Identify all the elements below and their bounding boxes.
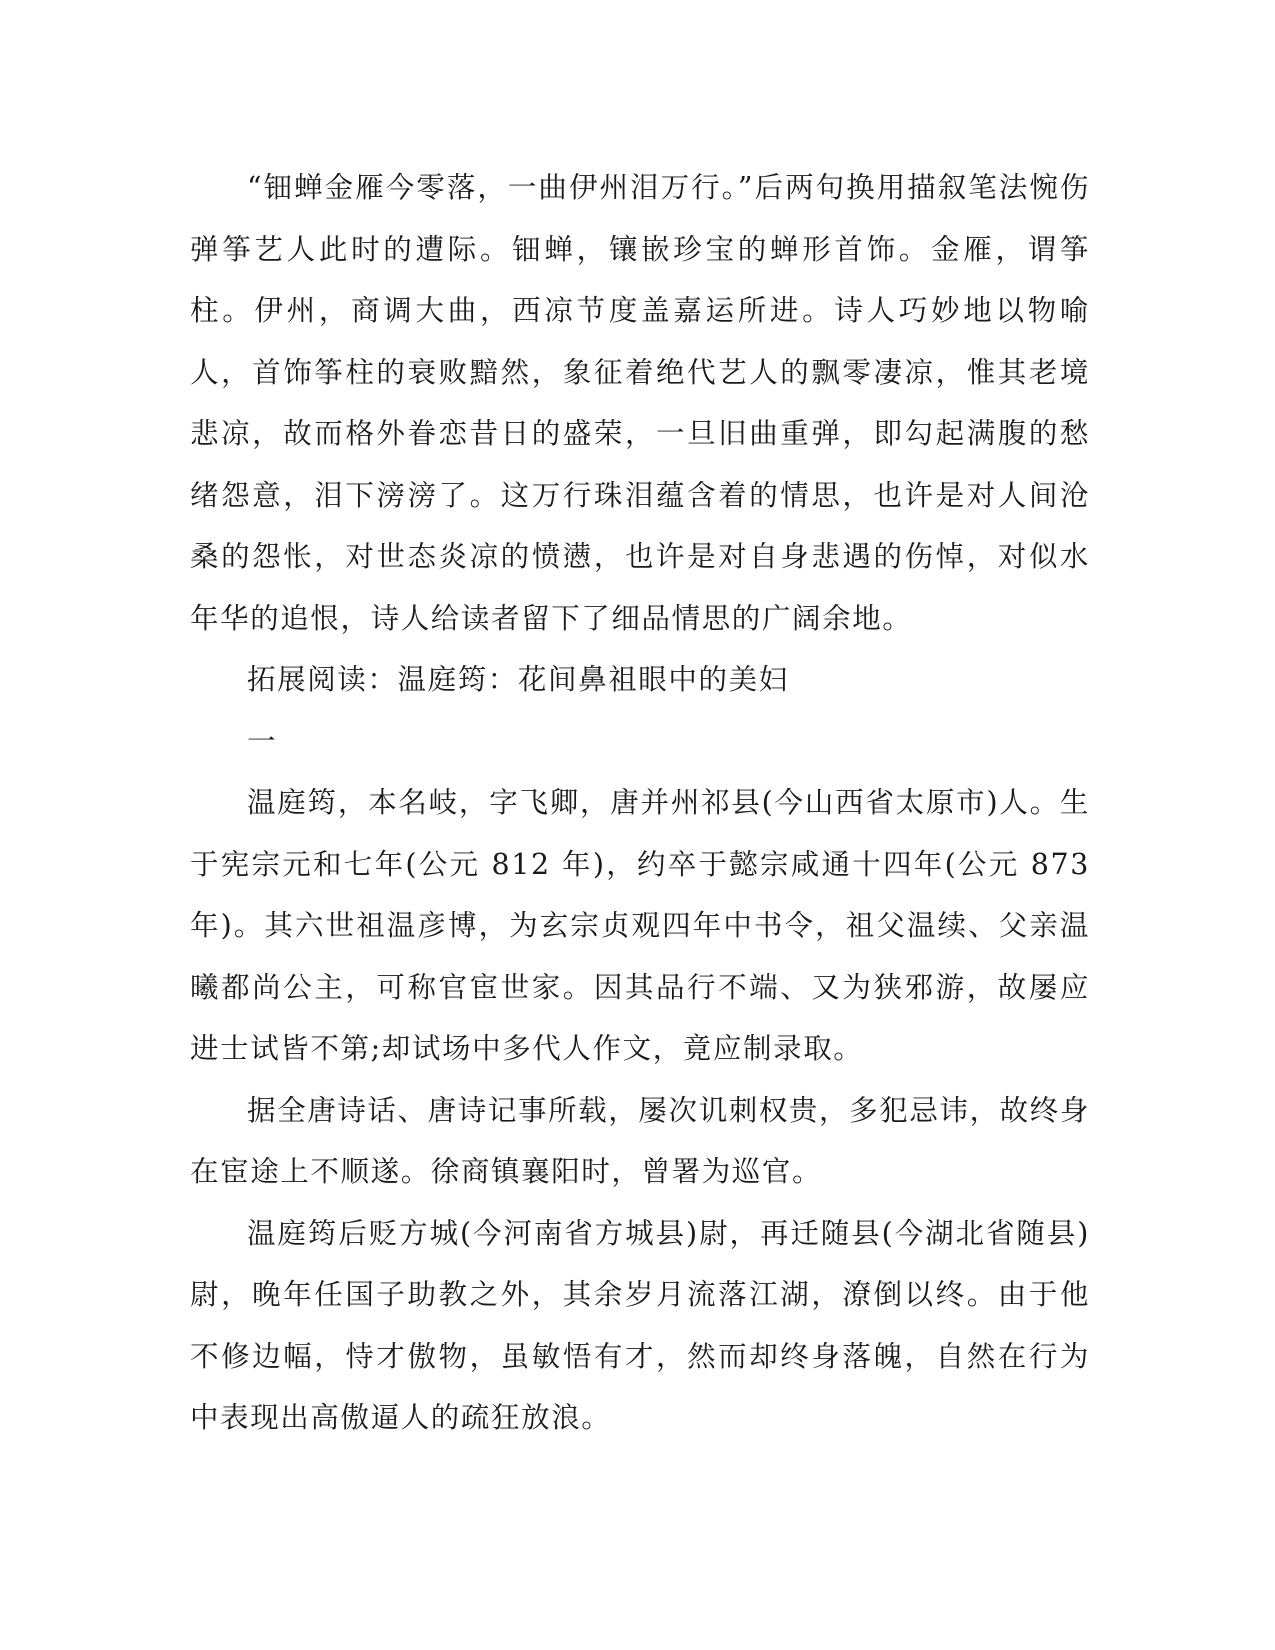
paragraph-biography: 温庭筠，本名岐，字飞卿，唐并州祁县(今山西省太原市)人。生于宪宗元和七年(公元 812 年)，约卒于懿宗咸通十四年(公元 873 年)。其六世祖温彦博，为玄宗贞观四年中书令，祖父温续、父亲温曦都尚公主，可称官宦世家。因其品行不端、又为狭邪游，故屡应进士试皆不第;却试场中多代人作文，竟应制录取。 [190,786,1090,1065]
paragraph-poem-commentary: “钿蝉金雁今零落，一曲伊州泪万行。”后两句换用描叙笔法惋伤弹筝艺人此时的遭际。钿蝉，镶嵌珍宝的蝉形首饰。金雁，谓筝柱。伊州，商调大曲，西凉节度盖嘉运所进。诗人巧妙地以物喻人，首饰筝柱的衰败黯然，象征着绝代艺人的飘零凄凉，惟其老境悲凉，故而格外眷恋昔日的盛荣，一旦旧曲重弹，即勾起满腹的愁绪怨意，泪下滂滂了。这万行珠泪蕴含着的情思，也许是对人间沧桑的怨怅，对世态炎凉的愤懑，也许是对自身悲遇的伤悼，对似水年华的追恨，诗人给读者留下了细品情思的广阔余地。 [190,171,1090,635]
paragraph-later-life: 温庭筠后贬方城(今河南省方城县)尉，再迁随县(今湖北省随县)尉，晚年任国子助教之外，其余岁月流落江湖，潦倒以终。由于他不修边幅，恃才傲物，虽敏悟有才，然而却终身落魄，自然在行为中表现出高傲逼人的疏狂放浪。 [190,1216,1090,1434]
paragraph-extended-reading-title: 拓展阅读：温庭筠：花间鼻祖眼中的美妇 [247,663,789,696]
document-body [190,157,1090,1449]
paragraph-section-number: 一 [247,724,278,758]
paragraph-career: 据全唐诗话、唐诗记事所载，屡次讥刺权贵，多犯忌讳，故终身在宦途上不顺遂。徐商镇襄阳时，曾署为巡官。 [190,1093,1090,1188]
